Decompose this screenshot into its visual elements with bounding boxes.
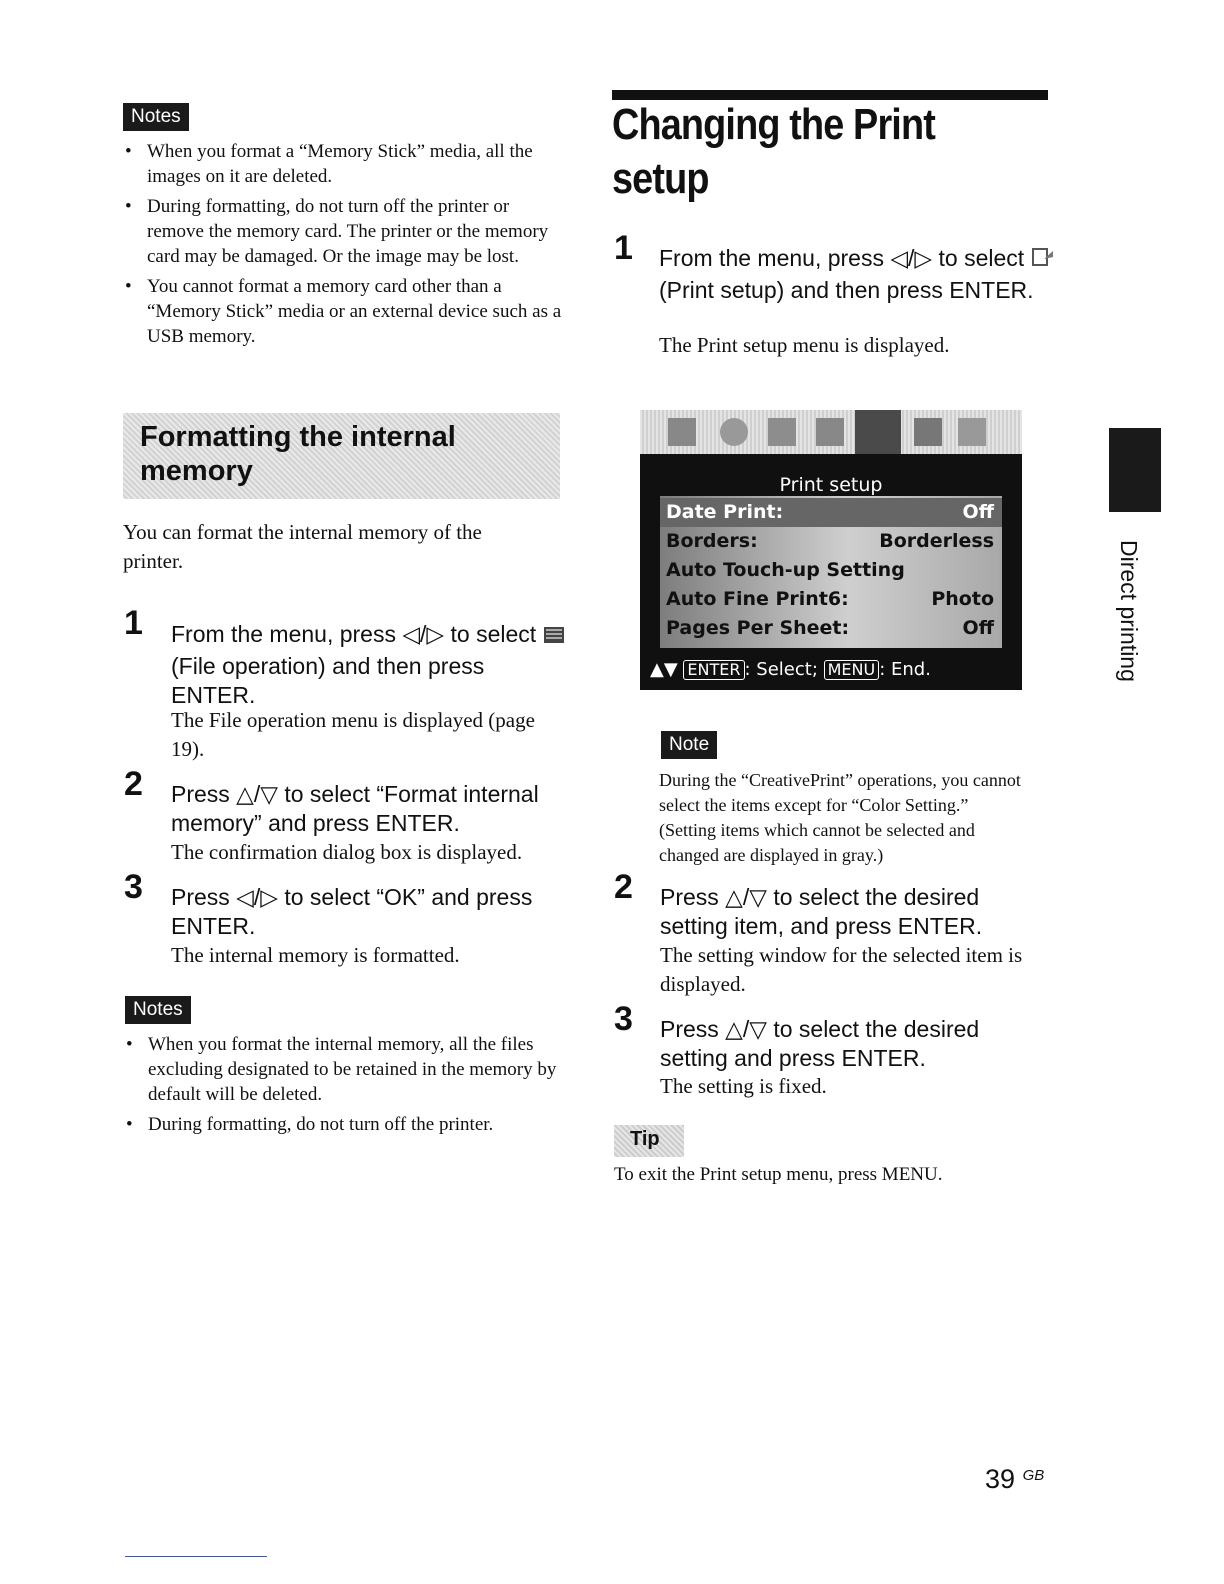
step-body: The Print setup menu is displayed. [659,333,950,357]
menu-row-date-print[interactable]: Date Print: Off [660,498,1002,527]
list-item: • When you format a “Memory Stick” media, all the images on it are deleted. [123,139,563,189]
tip-text: To exit the Print setup menu, press MENU. [614,1164,943,1185]
step-heading: Press △/▽ to select “Format internal memory” and press ENTER. [171,781,539,836]
menu-tab-bar [640,410,1022,454]
step-number: 3 [614,1000,633,1038]
image-icon [668,418,696,446]
section-title: Formatting the internal memory [140,421,456,487]
step-body: The setting window for the selected item is displayed. [660,943,1023,996]
screen-title: Print setup [779,474,883,496]
print-setup-screen [640,454,1022,690]
step-body: The File operation menu is displayed (page 19). [171,708,535,761]
step-body: The confirmation dialog box is displayed. [171,840,523,864]
step-heading: Press ◁/▷ to select “OK” and press ENTER. [171,884,533,939]
list-item: • When you format the internal memory, all the files excluding designated to be retained in the memory by default will be deleted. [124,1032,564,1107]
note-text: During the “CreativePrint” operations, you cannot select the items except for “Color Setting.” (Setting items which cannot be selected and changed are displayed in gray.) [659,770,1021,865]
file-operation-icon [958,418,986,446]
menu-row-borders[interactable]: Borders: Borderless [666,530,994,552]
palette-icon [720,418,748,446]
intro-text: You can format the internal memory of the printer. [123,520,482,573]
step-number: 2 [614,868,633,906]
print-setup-icon [855,410,901,454]
list-item: • You cannot format a memory card other than a “Memory Stick” media or an external device such as a USB memory. [123,274,563,349]
notes-label: Notes [125,996,191,1024]
chapter-label: Direct printing [1116,540,1142,682]
step-number: 2 [124,765,143,803]
step-heading: Press △/▽ to select the desired setting and press ENTER. [660,1016,980,1071]
page-number: 39 $^{GB}$ [985,1464,1045,1494]
step-number: 1 [124,604,143,642]
printer-icon [914,418,942,446]
step-number: 3 [124,868,143,906]
footer-line [125,1556,267,1557]
step-heading: From the menu, press ◁/▷ to select (Print setup) and then press ENTER. [659,244,1059,305]
menu-row-auto-fine-print[interactable]: Auto Fine Print6: Photo [666,588,994,610]
settings-list [660,496,1002,648]
slideshow-icon [816,418,844,446]
index-icon [768,418,796,446]
list-item: • During formatting, do not turn off the printer or remove the memory card. The printer or the memory card may be damaged. Or the image may be lost. [123,194,563,269]
step-heading: Press △/▽ to select the desired setting item, and press ENTER. [660,884,983,939]
step-body: The internal memory is formatted. [171,943,460,967]
tip-badge: Tip [614,1125,684,1157]
file-operation-icon [543,623,565,652]
menu-row-auto-touch-up[interactable]: Auto Touch-up Setting [666,559,905,581]
step-number: 1 [614,229,633,267]
notes-list [124,1032,564,1142]
notes-label: Notes [123,103,189,131]
chapter-tab [1109,428,1161,512]
step-body: The setting is fixed. [660,1074,827,1098]
note-label: Note [661,731,717,759]
menu-row-pages-per-sheet[interactable]: Pages Per Sheet: Off [666,617,994,639]
step-heading: From the menu, press ◁/▷ to select (File operation) and then press ENTER. [171,620,571,710]
page-title: Changing the Print setup [612,100,935,203]
screen-footer: ▲▼ ENTER : Select; MENU : End. [650,659,931,680]
notes-list [123,139,563,354]
list-item: • During formatting, do not turn off the printer. [124,1112,564,1137]
menu-key: MENU [824,660,880,680]
enter-key: ENTER [683,660,744,680]
print-setup-icon [1031,247,1055,276]
